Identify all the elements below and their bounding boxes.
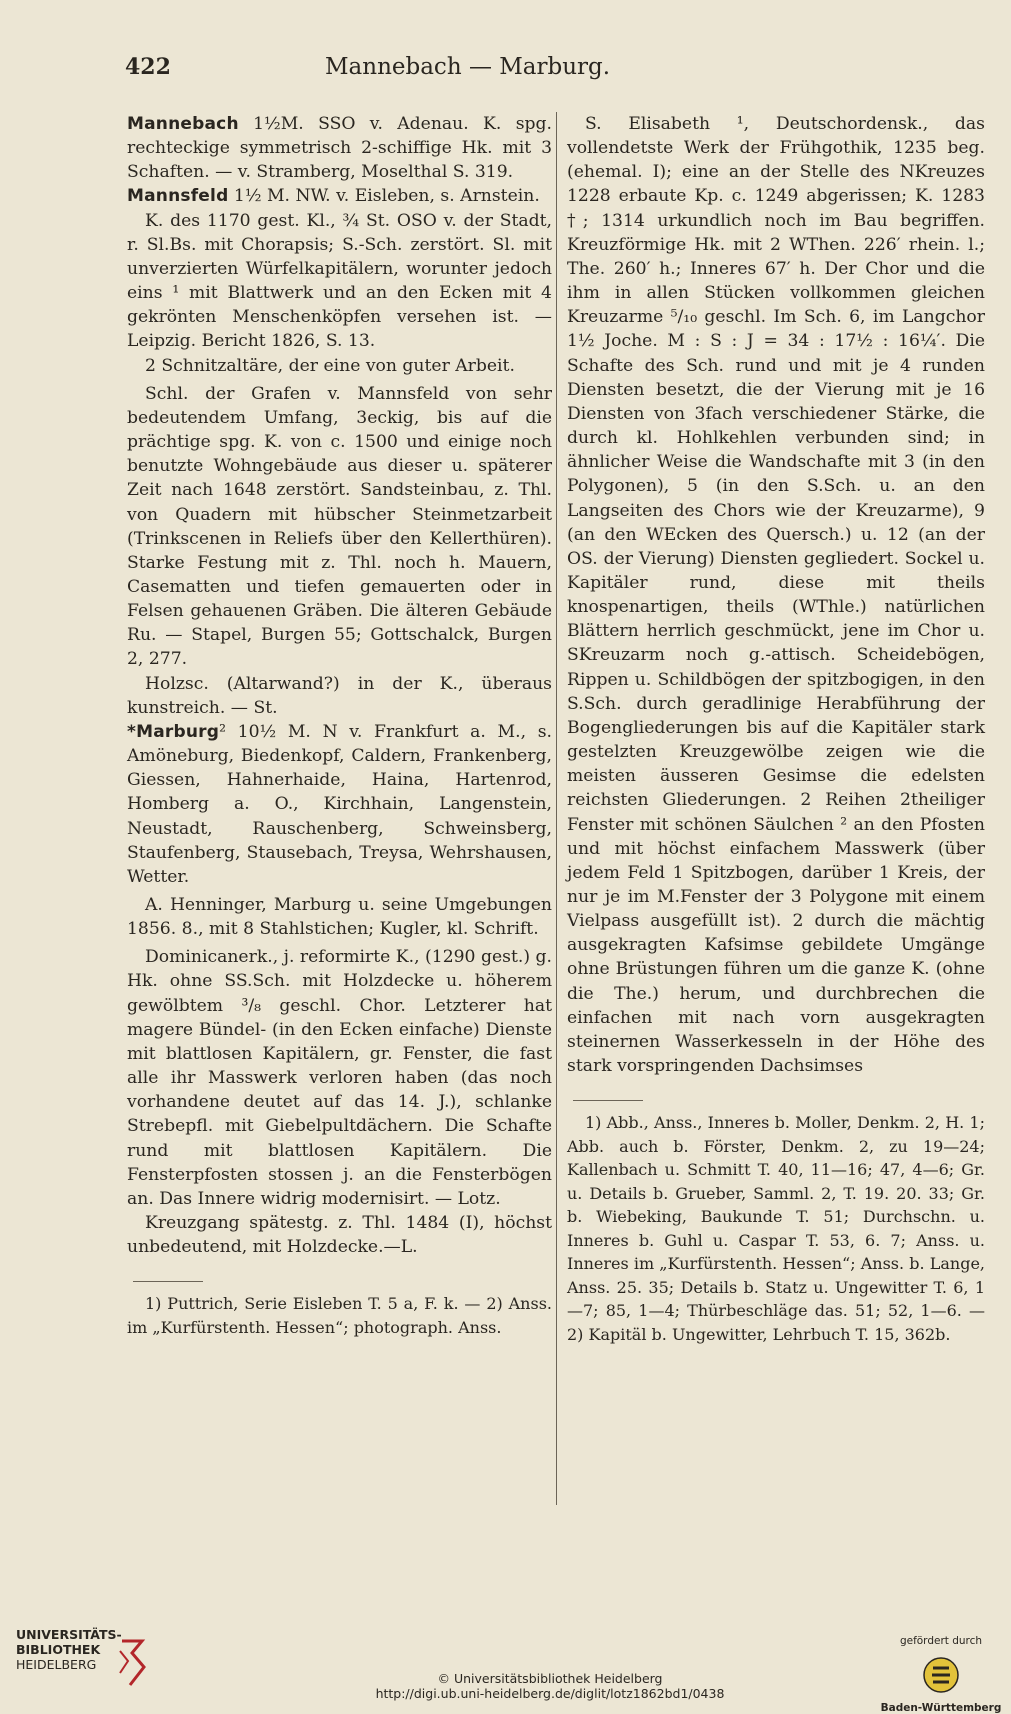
column-divider [556,112,557,1505]
footnote-rule [573,1100,643,1101]
copyright-footer [300,1671,800,1701]
library-logo-icon [118,1637,148,1689]
coat-of-arms-icon [921,1655,961,1695]
paragraph: 2 Schnitzaltäre, der eine von guter Arbeit. [145,355,515,376]
footnote-rule [133,1281,203,1282]
paragraph: Holzsc. (Altarwand?) in der K., überaus kunstreich. — St. [127,673,552,718]
footnotes: 1) Puttrich, Serie Eisleben T. 5 a, F. k. — 2) Anss. im „Kurfürstenth. Hessen“; photograph. Anss. [127,1294,552,1337]
source-url[interactable]: http://digi.ub.uni-heidelberg.de/diglit/lotz1862bd1/0438 [375,1686,725,1701]
running-header [125,54,680,94]
library-branding [8,1627,148,1697]
paragraph: Kreuzgang spätestg. z. Thl. 1484 (I), höchst unbedeutend, mit Holzdecke.—L. [127,1213,552,1258]
entry-marburg: *Marburg² 10½ M. N v. Frankfurt a. M., s. Amöneburg, Biedenkopf, Caldern, Frankenberg, Giessen, Hahnerhaide, Haina, Hartenrod, Homberg a. O., Kirchhain, Langenstein, Neustadt, Rauschenberg, Schweinsberg, Staufenberg, Stausebach, Treysa, Wehrshausen, Wetter. [127,721,552,887]
headword-mannebach: Mannebach [127,114,239,134]
paragraph: Schl. der Grafen v. Mannsfeld von sehr bedeutendem Umfang, 3eckig, bis auf die prächtige spg. K. von c. 1500 und einige noch benutzte Wohngebäude aus dieser u. späterer Zeit nach 1648 zerstört. Sandsteinbau, z. Thl. von Quadern mit hübscher Steinmetzarbeit (Trinkscenen in Reliefs über den Kellerthüren). Starke Festung mit z. Thl. noch h. Mauern, Casematten und tiefen gemauerten oder in Felsen gehauenen Gräben. Die älteren Gebäude Ru. — Stapel, Burgen 55; Gottschalck, Burgen 2, 277. [127,383,552,670]
entry-mannsfeld: Mannsfeld 1½ M. NW. v. Eisleben, s. Arnstein. [127,186,540,207]
funding-notice: gefördert durch Baden-Württemberg [880,1635,1002,1714]
running-title: Mannebach — Marburg. [325,54,611,80]
paragraph: A. Henninger, Marburg u. seine Umgebungen 1856. 8., mit 8 Stahlstichen; Kugler, kl. Schrift. [127,895,552,940]
paragraph: Dominicanerk., j. reformirte K., (1290 gest.) g. Hk. ohne SS.Sch. mit Holzdecke u. höherem gewölbtem ³/₈ geschl. Chor. Letzterer hat magere Bündel- (in den Ecken einfache) Dienste mit blattlosen Kapitälern, gr. Fenster, die fast alle ihr Masswerk verloren haben (das noch vorhandene deutet auf das 14. J.), schlanke Strebepfl. mit Giebelpultdächern. Die Schafte rund mit blattlosen Kapitälern. Die Fensterpfosten stossen j. an die Fensterbögen an. Das Innere widrig modernisirt. — Lotz. [127,947,552,1209]
footnotes: 1) Abb., Anss., Inneres b. Moller, Denkm. 2, H. 1; Abb. auch b. Förster, Denkm. 2, zu 19—24; Kallenbach u. Schmitt T. 40, 11—16; 47, 4—6; Gr. u. Details b. Grueber, Samml. 2, T. 19. 20. 33; Gr. b. Wiebeking, Baukunde T. 51; Durchschn. u. Inneres b. Guhl u. Caspar T. 53, 6. 7; Anss. u. Inneres im „Kurfürstenth. Hessen“; Anss. b. Lange, Anss. 25. 35; Details b. Statz u. Ungewitter T. 6, 1—7; 85, 1—4; Thürbeschläge das. 51; 52, 1—6. — 2) Kapitäl b. Ungewitter, Lehrbuch T. 15, 362b. [567,1113,985,1344]
entry-mannebach: Mannebach 1½M. SSO v. Adenau. K. spg. rechteckige symmetrisch 2-schiffige Hk. mit 3 Schaften. — v. Stramberg, Moselthal S. 319. [127,114,552,183]
page-number: 422 [125,54,171,80]
paragraph: S. Elisabeth ¹, Deutschordensk., das vollendetste Werk der Frühgothik, 1235 beg. (ehemal. I); eine an der Stelle des NKreuzes 1228 erbaute Kp. c. 1249 abgerissen; K. 1283 †; 1314 urkundlich noch im Bau begriffen. Kreuzförmige Hk. mit 2 WThen. 226′ rhein. l.; The. 260′ h.; Inneres 67′ h. Der Chor und die ihm in allen Stücken vollkommen gleichen Kreuzarme ⁵/₁₀ geschl. Im Sch. 6, im Langchor 1½ Joche. M : S : J = 34 : 17½ : 16¼′. Die Schafte des Sch. rund und mit je 4 runden Diensten besetzt, die der Vierung mit je 16 Diensten von 3fach verschiedener Stärke, die durch kl. Hohlkehlen verbunden sind; in ähnlicher Weise die Wandschafte mit 3 (in den Polygonen), 5 (in den S.Sch. u. an den Langseiten des Chors wie der Kreuzarme), 9 (an den WEcken des Quersch.) u. 12 (an der OS. der Vierung) Diensten gegliedert. Sockel u. Kapitäler rund, diese mit theils knospenartigen, theils (WThle.) natürlichen Blättern herrlich geschmückt, jene im Chor u. SKreuzarm noch g.-attisch. Scheidebögen, Rippen u. Schildbögen der spitzbogigen, in den S.Sch. durch geradlinige Herabführung der Bogengliederungen bis auf die Kapitäler stark gestelzten Kreuzgewölbe zeigen wie die meisten äusseren Gesimse die edelsten reichsten Gliederungen. 2 Reihen 2theiliger Fenster mit schönen Säulchen ² an den Pfosten und mit höchst einfachem Masswerk (über jedem Feld 1 Spitzbogen, darüber 1 Kreis, der nur je im M.Fenster der 3 Polygone mit einem Vielpass ausgefüllt ist). 2 durch die mächtig ausgekragten Kafsimse gebildete Umgänge ohne Brüstungen führen um die ganze K. (ohne die The.) herum, und durchbrechen die einfachen mit nach vorn ausgekragten steinernen Wasserkesseln in der Höhe des stark vorspringenden Dachsimses [567,114,985,1077]
left-column [127,112,552,1339]
copyright-line: © Universitätsbibliothek Heidelberg [437,1671,663,1686]
paragraph: K. des 1170 gest. Kl., ¾ St. OSO v. der Stadt, r. Sl.Bs. mit Chorapsis; S.-Sch. zerstört. Sl. mit unverzierten Würfelkapitälern, worunter jedoch eins ¹ mit Blattwerk und an den Ecken mit 4 gekrönten Menschenköpfen versehen ist. — Leipzig. Bericht 1826, S. 13. [127,210,552,352]
library-name: UNIVERSITÄTS- BIBLIOTHEK HEIDELBERG [16,1627,122,1672]
headword-marburg: *Marburg [127,721,220,742]
headword-mannsfeld: Mannsfeld [127,186,229,207]
right-column [567,112,985,1346]
